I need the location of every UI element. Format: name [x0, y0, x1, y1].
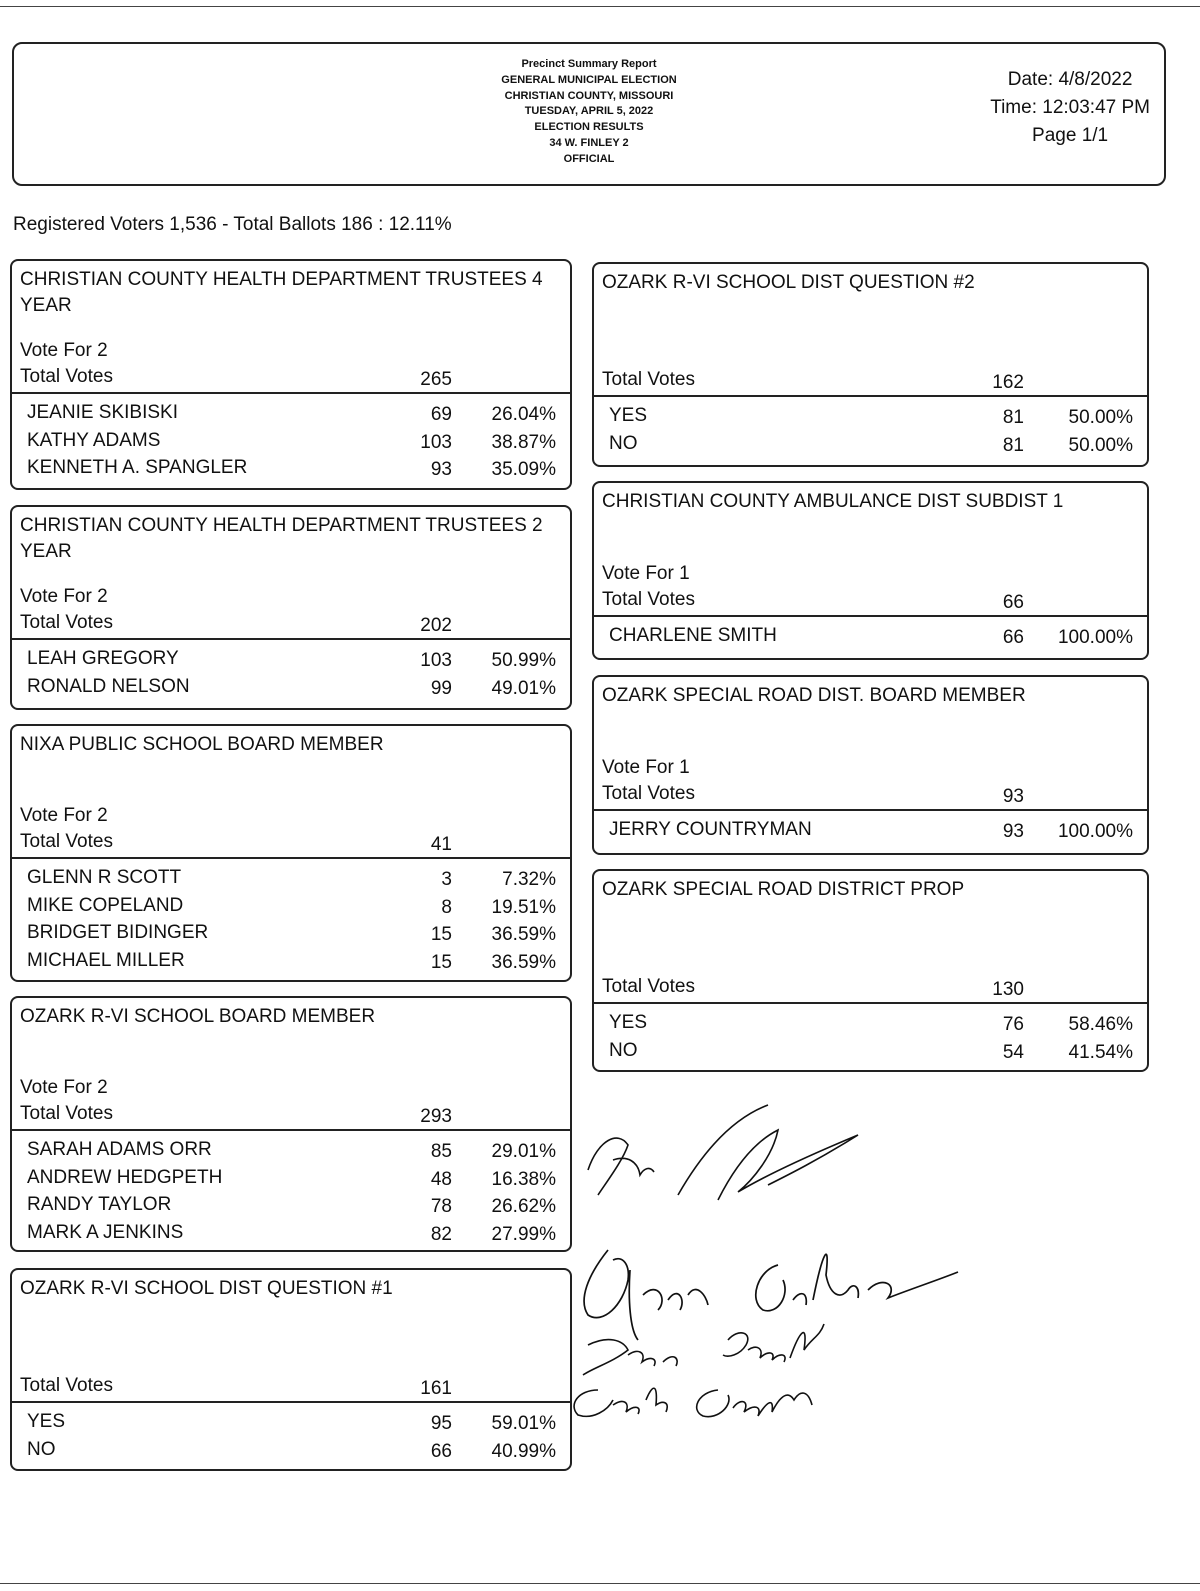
- candidate-name: RANDY TAYLOR: [27, 1194, 172, 1215]
- contest-header: [594, 264, 1147, 397]
- total-votes-row: [602, 781, 1147, 807]
- candidate-votes: 8: [441, 896, 452, 918]
- signature-2: [584, 1250, 708, 1340]
- total-votes-value: 265: [420, 369, 452, 390]
- candidate-row: [12, 673, 570, 701]
- candidate-name: KATHY ADAMS: [27, 429, 161, 451]
- contest-header: [12, 998, 570, 1131]
- candidate-votes: 95: [430, 1413, 452, 1434]
- candidate-row: [594, 816, 1147, 844]
- candidate-row: [12, 645, 570, 673]
- total-votes-row: [20, 364, 570, 390]
- contest-header: [12, 726, 570, 859]
- bottom-rule: [0, 1583, 1200, 1584]
- candidate-votes: 76: [1002, 1014, 1024, 1035]
- candidate-list: [594, 617, 1147, 650]
- candidate-name: JERRY COUNTRYMAN: [609, 819, 812, 840]
- candidate-row: [12, 454, 570, 482]
- candidate-row: [12, 1136, 570, 1164]
- candidate-votes: 66: [430, 1440, 452, 1462]
- candidate-percent: 36.59%: [491, 951, 556, 973]
- candidate-votes: 54: [1002, 1041, 1024, 1063]
- contest-box: [10, 996, 572, 1252]
- candidate-row: [12, 919, 570, 947]
- candidate-votes: 93: [1002, 821, 1024, 842]
- candidate-list: [12, 640, 570, 700]
- signature-1: [588, 1138, 654, 1195]
- candidate-name: ANDREW HEDGPETH: [27, 1166, 223, 1188]
- candidate-votes: 103: [420, 431, 452, 453]
- candidate-percent: 35.09%: [491, 459, 556, 480]
- signatures: [568, 1100, 988, 1440]
- total-votes-label: Total Votes: [20, 1375, 113, 1396]
- total-votes-row: [20, 610, 570, 636]
- candidate-name: MICHAEL MILLER: [27, 949, 185, 971]
- candidate-list: [12, 1403, 570, 1463]
- candidate-row: [594, 622, 1147, 650]
- candidate-votes: 69: [430, 404, 452, 425]
- candidate-percent: 7.32%: [502, 869, 556, 890]
- candidate-votes: 3: [441, 869, 452, 890]
- total-votes-row: [602, 974, 1147, 1000]
- contest-box: [10, 724, 572, 982]
- total-votes-row: [20, 829, 570, 855]
- candidate-name: CHARLENE SMITH: [609, 625, 777, 646]
- top-rule: [0, 6, 1200, 7]
- total-votes-value: 293: [420, 1106, 452, 1127]
- total-votes-label: Total Votes: [20, 612, 113, 633]
- candidate-votes: 81: [1002, 434, 1024, 456]
- contest-box: [592, 869, 1149, 1072]
- candidate-votes: 66: [1002, 627, 1024, 648]
- candidate-list: [594, 397, 1147, 457]
- candidate-percent: 50.00%: [1068, 407, 1133, 428]
- candidate-percent: 36.59%: [491, 924, 556, 945]
- candidate-row: [594, 1009, 1147, 1037]
- candidate-name: RONALD NELSON: [27, 675, 190, 697]
- vote-for-label: Vote For 2: [20, 1077, 108, 1098]
- total-votes-row: [20, 1373, 570, 1399]
- total-votes-value: 93: [1002, 786, 1024, 807]
- report-time: Time: 12:03:47 PM: [990, 97, 1150, 118]
- report-date: Date: 4/8/2022: [1007, 69, 1133, 90]
- election-date: TUESDAY, APRIL 5, 2022: [524, 105, 654, 118]
- contest-title: OZARK SPECIAL ROAD DIST. BOARD MEMBER: [602, 685, 1026, 706]
- candidate-list: [594, 811, 1147, 844]
- candidate-percent: 100.00%: [1057, 821, 1133, 842]
- contest-header: [594, 871, 1147, 1004]
- candidate-list: [12, 859, 570, 974]
- vote-for-label: Vote For 2: [20, 340, 108, 361]
- precinct-name: 34 W. FINLEY 2: [549, 136, 629, 149]
- candidate-votes: 99: [430, 677, 452, 699]
- candidate-name: SARAH ADAMS ORR: [27, 1139, 212, 1160]
- candidate-name: MARK A JENKINS: [27, 1221, 184, 1243]
- candidate-name: LEAH GREGORY: [27, 648, 179, 669]
- county-name: CHRISTIAN COUNTY, MISSOURI: [504, 89, 674, 102]
- total-votes-row: [602, 367, 1147, 393]
- candidate-votes: 15: [430, 924, 452, 945]
- candidate-votes: 85: [430, 1141, 452, 1162]
- contest-title: OZARK SPECIAL ROAD DISTRICT PROP: [602, 879, 965, 900]
- candidate-name: NO: [27, 1438, 56, 1460]
- candidate-percent: 100.00%: [1057, 627, 1133, 648]
- candidate-list: [12, 1131, 570, 1246]
- candidate-name: BRIDGET BIDINGER: [27, 922, 209, 943]
- candidate-votes: 15: [430, 951, 452, 973]
- contest-box: [10, 259, 572, 490]
- report-header: [12, 42, 1166, 186]
- candidate-row: [12, 399, 570, 427]
- total-votes-label: Total Votes: [602, 783, 695, 804]
- candidate-percent: 50.00%: [1068, 434, 1133, 456]
- page-number: Page 1/1: [1032, 125, 1109, 146]
- candidate-votes: 103: [420, 650, 452, 671]
- candidate-votes: 48: [430, 1168, 452, 1190]
- candidate-row: [12, 1191, 570, 1219]
- candidate-percent: 27.99%: [491, 1223, 556, 1245]
- total-votes-label: Total Votes: [20, 366, 113, 387]
- candidate-row: [594, 1037, 1147, 1065]
- total-votes-value: 41: [430, 834, 452, 855]
- candidate-list: [594, 1004, 1147, 1064]
- contest-title: NIXA PUBLIC SCHOOL BOARD MEMBER: [20, 734, 384, 755]
- candidate-percent: 40.99%: [491, 1440, 556, 1462]
- candidate-percent: 58.46%: [1068, 1014, 1133, 1035]
- candidate-name: YES: [609, 405, 648, 426]
- results-label: ELECTION RESULTS: [534, 121, 644, 134]
- report-title: Precinct Summary Report: [521, 58, 657, 70]
- official-label: OFFICIAL: [563, 152, 615, 165]
- contest-box: [592, 481, 1149, 660]
- candidate-row: [12, 1408, 570, 1436]
- total-votes-value: 162: [992, 372, 1024, 393]
- candidate-name: NO: [609, 432, 638, 454]
- contest-title: OZARK R-VI SCHOOL DIST QUESTION #2: [602, 272, 975, 293]
- vote-for-label: Vote For 1: [602, 757, 690, 778]
- contest-header: [12, 507, 570, 640]
- contest-header: [12, 261, 570, 394]
- contest-header: [12, 1270, 570, 1403]
- vote-for-label: Vote For 2: [20, 805, 108, 826]
- candidate-name: MIKE COPELAND: [27, 894, 184, 916]
- contest-title: OZARK R-VI SCHOOL BOARD MEMBER: [20, 1006, 376, 1027]
- candidate-list: [12, 394, 570, 482]
- total-votes-value: 202: [420, 615, 452, 636]
- candidate-name: JEANIE SKIBISKI: [27, 402, 178, 423]
- candidate-percent: 26.04%: [491, 404, 556, 425]
- candidate-percent: 49.01%: [491, 677, 556, 699]
- vote-for-label: Vote For 2: [20, 586, 108, 607]
- contest-box: [592, 675, 1149, 855]
- candidate-row: [12, 864, 570, 892]
- contest-title: OZARK R-VI SCHOOL DIST QUESTION #1: [20, 1278, 393, 1299]
- contest-title: CHRISTIAN COUNTY HEALTH DEPARTMENT TRUSTEES 4 YEAR: [20, 269, 543, 316]
- candidate-name: KENNETH A. SPANGLER: [27, 457, 248, 478]
- contest-header: [594, 677, 1147, 811]
- candidate-percent: 26.62%: [491, 1196, 556, 1217]
- candidate-votes: 78: [430, 1196, 452, 1217]
- candidate-percent: 59.01%: [491, 1413, 556, 1434]
- candidate-percent: 41.54%: [1068, 1041, 1133, 1063]
- candidate-votes: 82: [430, 1223, 452, 1245]
- candidate-percent: 16.38%: [491, 1168, 556, 1190]
- contest-title: CHRISTIAN COUNTY AMBULANCE DIST SUBDIST 1: [602, 491, 1064, 512]
- candidate-row: [594, 402, 1147, 430]
- candidate-votes: 93: [430, 459, 452, 480]
- contest-title: CHRISTIAN COUNTY HEALTH DEPARTMENT TRUSTEES 2 YEAR: [20, 515, 543, 562]
- candidate-row: [12, 427, 570, 455]
- candidate-percent: 29.01%: [491, 1141, 556, 1162]
- contest-box: [10, 1268, 572, 1471]
- total-votes-label: Total Votes: [602, 589, 695, 610]
- total-votes-label: Total Votes: [602, 976, 695, 997]
- vote-for-label: Vote For 1: [602, 563, 690, 584]
- candidate-name: NO: [609, 1039, 638, 1061]
- candidate-row: [12, 892, 570, 920]
- candidate-name: GLENN R SCOTT: [27, 867, 182, 888]
- election-name: GENERAL MUNICIPAL ELECTION: [501, 73, 677, 86]
- candidate-votes: 81: [1002, 407, 1024, 428]
- candidate-percent: 19.51%: [491, 896, 556, 918]
- total-votes-value: 66: [1002, 592, 1024, 613]
- candidate-row: [12, 1436, 570, 1464]
- contest-box: [10, 505, 572, 710]
- total-votes-label: Total Votes: [20, 1103, 113, 1124]
- candidate-name: YES: [609, 1012, 648, 1033]
- signature-3: [583, 1340, 677, 1375]
- contest-header: [594, 483, 1147, 617]
- total-votes-label: Total Votes: [602, 369, 695, 390]
- candidate-name: YES: [27, 1411, 66, 1432]
- candidate-row: [12, 1164, 570, 1192]
- contest-box: [592, 262, 1149, 467]
- total-votes-label: Total Votes: [20, 831, 113, 852]
- report-meta: [990, 66, 1150, 150]
- total-votes-value: 161: [420, 1378, 452, 1399]
- candidate-row: [594, 430, 1147, 458]
- total-votes-row: [20, 1101, 570, 1127]
- candidate-row: [12, 947, 570, 975]
- candidate-row: [12, 1219, 570, 1247]
- candidate-percent: 38.87%: [491, 431, 556, 453]
- total-votes-row: [602, 587, 1147, 613]
- turnout-summary: Registered Voters 1,536 - Total Ballots 186 : 12.11%: [13, 214, 452, 235]
- total-votes-value: 130: [992, 979, 1024, 1000]
- candidate-percent: 50.99%: [491, 650, 556, 671]
- signature-4: [574, 1388, 667, 1416]
